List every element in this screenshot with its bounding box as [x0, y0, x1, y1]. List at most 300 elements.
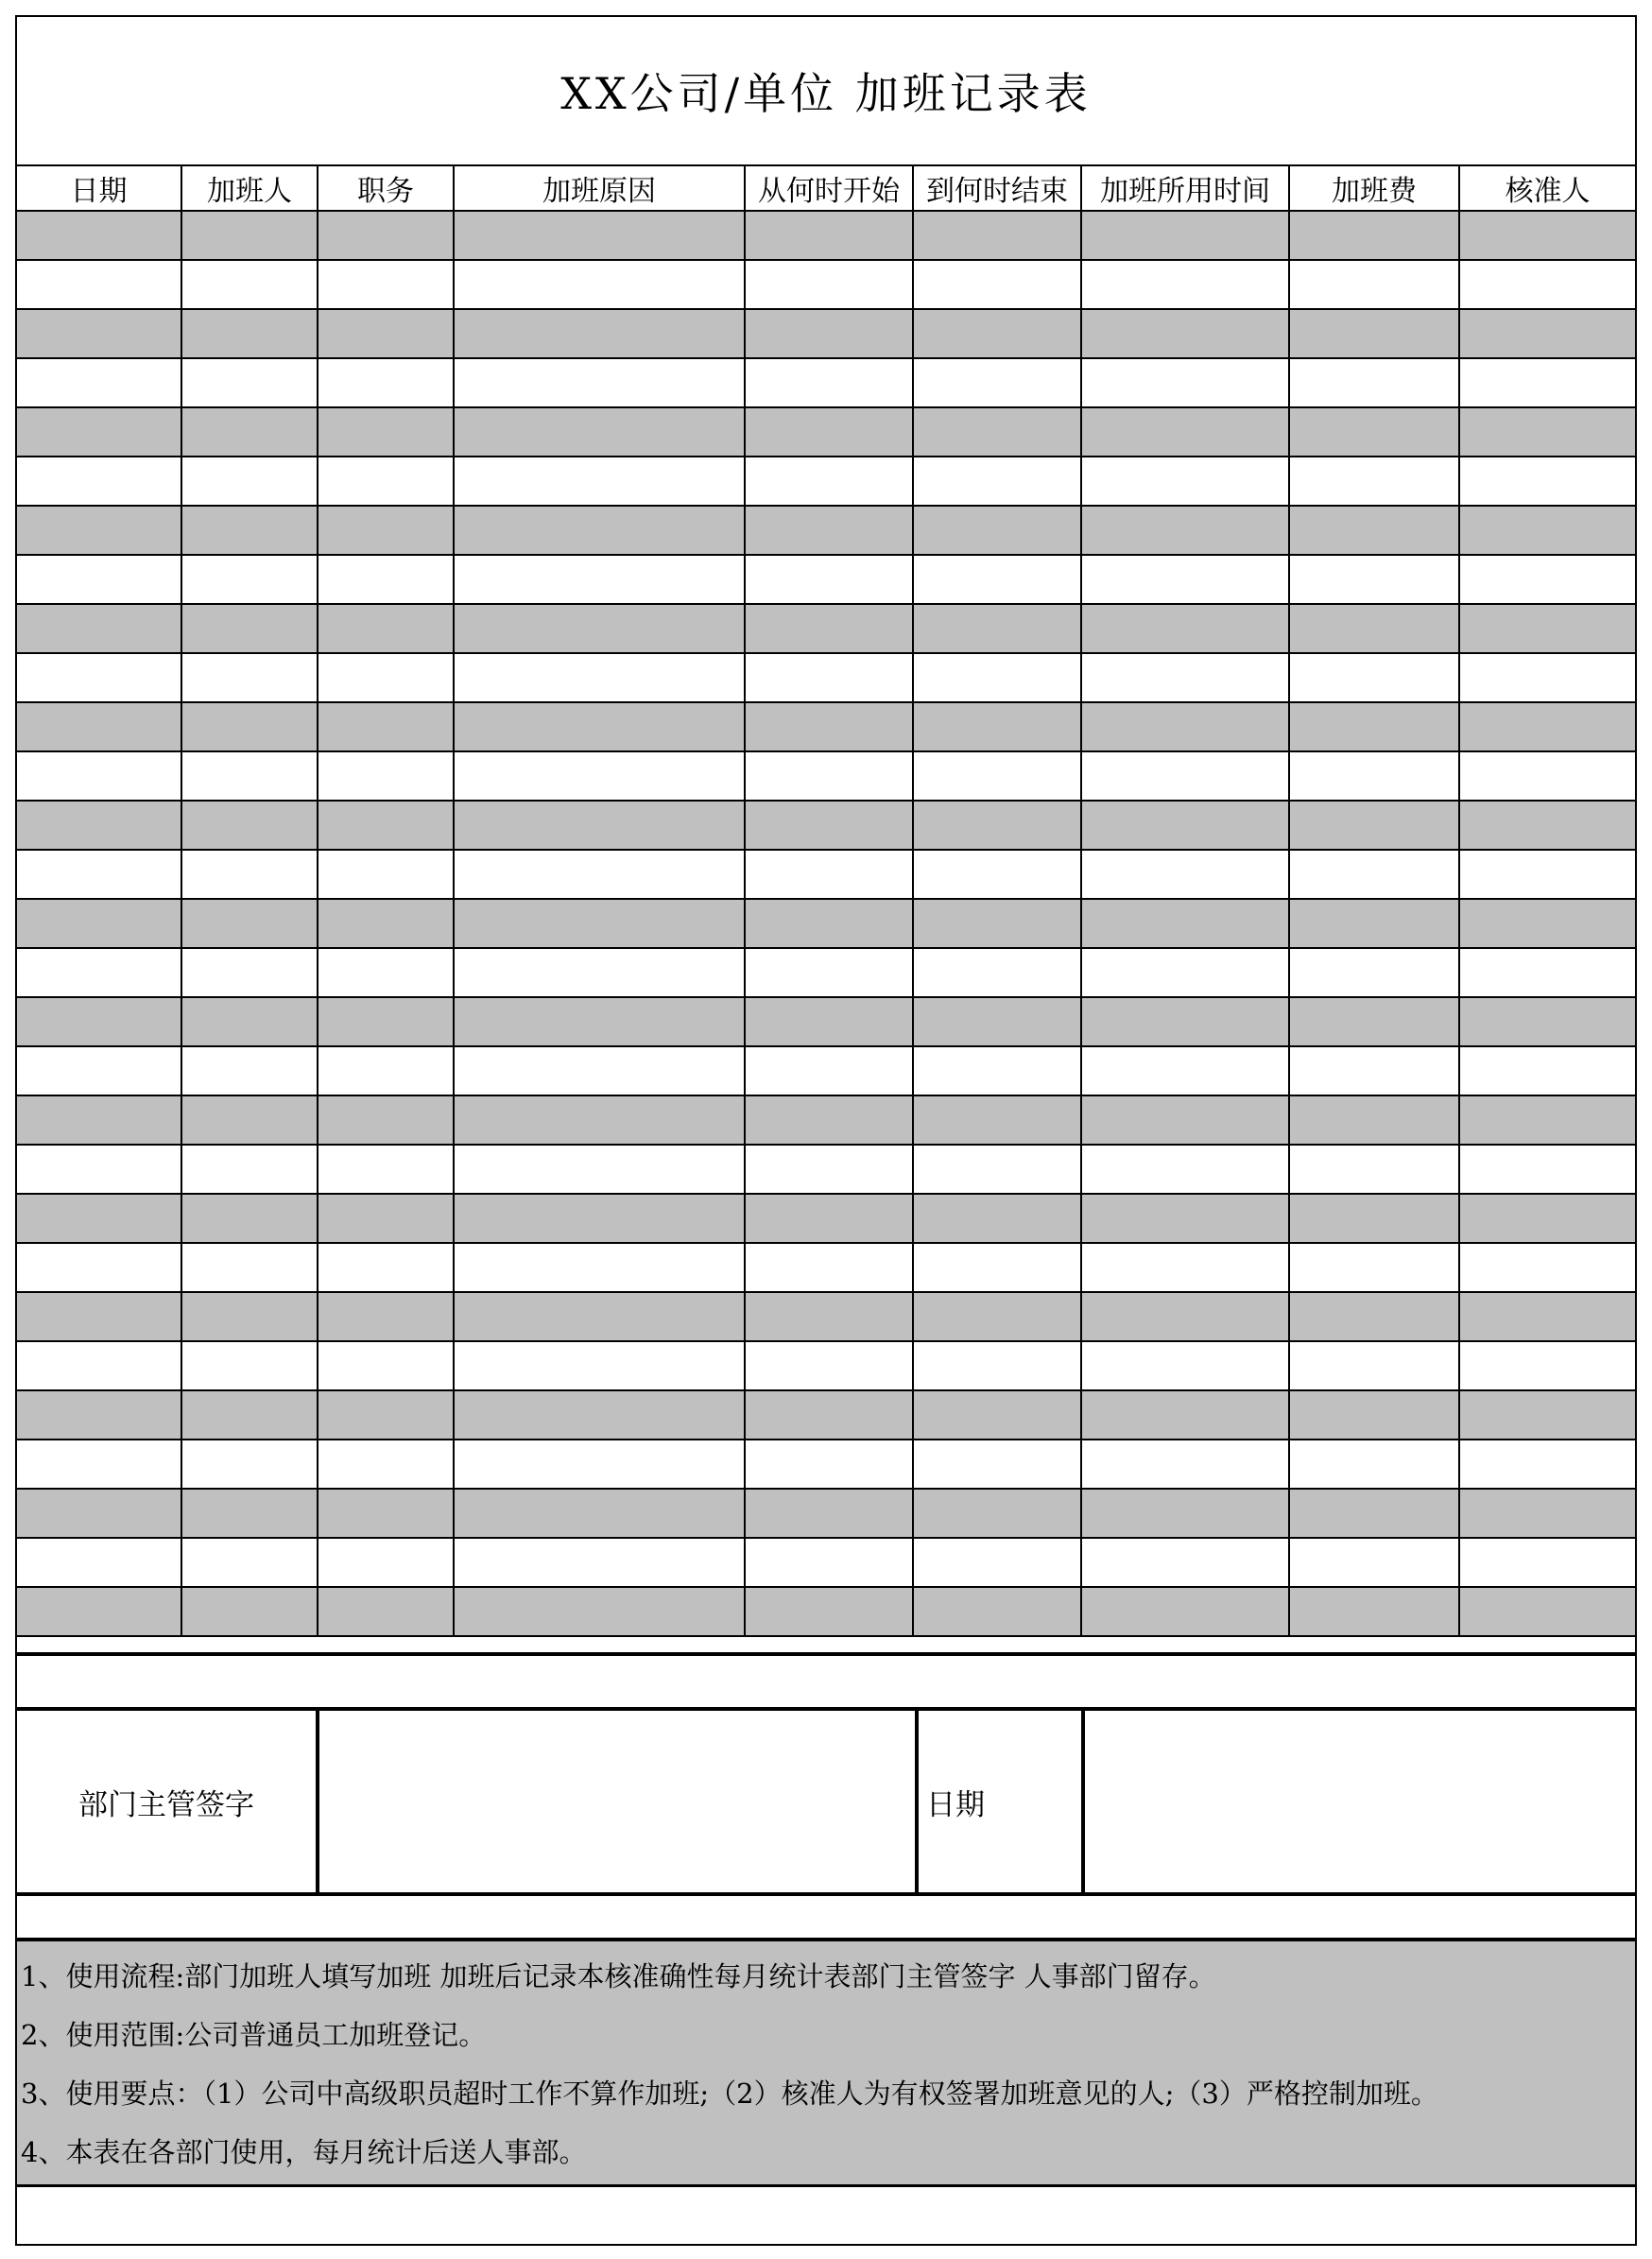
table-cell[interactable] [318, 751, 454, 801]
table-cell[interactable] [17, 751, 181, 801]
table-row [17, 309, 1635, 358]
table-row [17, 604, 1635, 653]
table-cell[interactable] [1289, 653, 1459, 702]
table-row [17, 1390, 1635, 1440]
table-cell[interactable] [17, 457, 181, 506]
table-cell[interactable] [454, 751, 745, 801]
table-cell[interactable] [1459, 1538, 1635, 1587]
table-cell[interactable] [318, 1587, 454, 1636]
table-cell[interactable] [318, 1440, 454, 1489]
table-cell[interactable] [745, 1538, 913, 1587]
table-cell[interactable] [913, 1243, 1081, 1292]
table-cell[interactable] [745, 211, 913, 260]
table-cell[interactable] [745, 850, 913, 899]
table-cell[interactable] [454, 506, 745, 555]
table-cell[interactable] [318, 604, 454, 653]
table-cell[interactable] [1081, 751, 1289, 801]
table-cell[interactable] [1081, 850, 1289, 899]
table-cell[interactable] [318, 211, 454, 260]
table-cell[interactable] [318, 457, 454, 506]
table-cell[interactable] [913, 1341, 1081, 1390]
table-cell[interactable] [1289, 1292, 1459, 1341]
table-cell[interactable] [181, 1243, 318, 1292]
table-cell[interactable] [1081, 1046, 1289, 1095]
table-cell[interactable] [17, 1489, 181, 1538]
table-cell[interactable] [913, 309, 1081, 358]
table-row [17, 1440, 1635, 1489]
table-cell[interactable] [745, 1489, 913, 1538]
table-cell[interactable] [181, 751, 318, 801]
table-cell[interactable] [1289, 407, 1459, 457]
table-cell[interactable] [1289, 1341, 1459, 1390]
col-header-duration: 加班所用时间 [1081, 165, 1289, 211]
table-cell[interactable] [1081, 1489, 1289, 1538]
table-cell[interactable] [1459, 1095, 1635, 1145]
table-cell[interactable] [454, 1390, 745, 1440]
table-cell[interactable] [1289, 1390, 1459, 1440]
table-cell[interactable] [17, 653, 181, 702]
table-row [17, 1538, 1635, 1587]
table-cell[interactable] [181, 1292, 318, 1341]
table-cell[interactable] [17, 555, 181, 604]
table-cell[interactable] [17, 211, 181, 260]
supervisor-signature-field[interactable] [319, 1711, 915, 1892]
table-cell[interactable] [454, 997, 745, 1046]
table-cell[interactable] [17, 1440, 181, 1489]
table-cell[interactable] [1289, 948, 1459, 997]
table-cell[interactable] [913, 899, 1081, 948]
table-cell[interactable] [745, 1145, 913, 1194]
col-header-start: 从何时开始 [745, 165, 913, 211]
col-header-end: 到何时结束 [913, 165, 1081, 211]
table-cell[interactable] [181, 899, 318, 948]
table-cell[interactable] [1289, 801, 1459, 850]
table-cell[interactable] [1459, 1046, 1635, 1095]
table-cell[interactable] [1289, 850, 1459, 899]
table-cell[interactable] [454, 211, 745, 260]
table-row [17, 358, 1635, 407]
table-cell[interactable] [318, 702, 454, 751]
table-row [17, 1341, 1635, 1390]
table-cell[interactable] [1459, 948, 1635, 997]
table-cell[interactable] [1081, 1243, 1289, 1292]
table-cell[interactable] [17, 1538, 181, 1587]
table-cell[interactable] [17, 997, 181, 1046]
table-cell[interactable] [745, 358, 913, 407]
table-cell[interactable] [181, 407, 318, 457]
table-cell[interactable] [181, 1489, 318, 1538]
table-cell[interactable] [318, 997, 454, 1046]
table-cell[interactable] [17, 899, 181, 948]
table-cell[interactable] [913, 1292, 1081, 1341]
table-cell[interactable] [913, 358, 1081, 407]
table-cell[interactable] [454, 1145, 745, 1194]
table-cell[interactable] [913, 1538, 1081, 1587]
table-cell[interactable] [913, 948, 1081, 997]
table-cell[interactable] [745, 1046, 913, 1095]
table-cell[interactable] [913, 211, 1081, 260]
table-cell[interactable] [1081, 358, 1289, 407]
table-cell[interactable] [1289, 604, 1459, 653]
col-header-date: 日期 [17, 165, 181, 211]
table-cell[interactable] [17, 260, 181, 309]
table-cell[interactable] [1289, 211, 1459, 260]
note-2: 2、使用范围:公司普通员工加班登记。 [21, 2019, 487, 2051]
table-cell[interactable] [17, 1292, 181, 1341]
table-cell[interactable] [1081, 1587, 1289, 1636]
table-cell[interactable] [181, 457, 318, 506]
table-cell[interactable] [1081, 407, 1289, 457]
table-cell[interactable] [1081, 555, 1289, 604]
table-cell[interactable] [1459, 1587, 1635, 1636]
table-cell[interactable] [454, 1095, 745, 1145]
table-row [17, 1489, 1635, 1538]
table-cell[interactable] [454, 1341, 745, 1390]
table-cell[interactable] [1081, 604, 1289, 653]
table-cell[interactable] [17, 407, 181, 457]
table-cell[interactable] [745, 1194, 913, 1243]
table-cell[interactable] [745, 899, 913, 948]
table-cell[interactable] [1289, 702, 1459, 751]
table-cell[interactable] [1081, 899, 1289, 948]
table-cell[interactable] [745, 1440, 913, 1489]
date-label: 日期 [915, 1711, 1085, 1892]
table-cell[interactable] [1081, 457, 1289, 506]
table-cell[interactable] [318, 801, 454, 850]
table-cell[interactable] [913, 1587, 1081, 1636]
table-cell[interactable] [1289, 358, 1459, 407]
col-header-approver: 核准人 [1459, 165, 1635, 211]
table-row [17, 702, 1635, 751]
table-cell[interactable] [1459, 260, 1635, 309]
table-cell[interactable] [1289, 751, 1459, 801]
table-cell[interactable] [318, 948, 454, 997]
table-cell[interactable] [1081, 948, 1289, 997]
table-row [17, 850, 1635, 899]
table-cell[interactable] [17, 948, 181, 997]
table-cell[interactable] [1459, 1489, 1635, 1538]
table-cell[interactable] [913, 457, 1081, 506]
table-cell[interactable] [745, 702, 913, 751]
table-cell[interactable] [913, 1145, 1081, 1194]
table-cell[interactable] [745, 997, 913, 1046]
note-3: 3、使用要点：（1）公司中高级职员超时工作不算作加班;（2）核准人为有权签署加班意见的人;（3）严格控制加班。 [21, 2078, 1438, 2110]
table-cell[interactable] [745, 1243, 913, 1292]
table-cell[interactable] [745, 1341, 913, 1390]
signature-section [17, 1711, 1635, 1896]
table-cell[interactable] [1289, 1243, 1459, 1292]
table-cell[interactable] [1459, 1341, 1635, 1390]
table-cell[interactable] [454, 1243, 745, 1292]
table-cell[interactable] [454, 899, 745, 948]
table-cell[interactable] [1459, 555, 1635, 604]
table-cell[interactable] [1289, 1587, 1459, 1636]
table-cell[interactable] [1459, 457, 1635, 506]
table-cell[interactable] [318, 1341, 454, 1390]
table-cell[interactable] [1081, 309, 1289, 358]
table-cell[interactable] [181, 555, 318, 604]
table-cell[interactable] [745, 1095, 913, 1145]
table-cell[interactable] [318, 1292, 454, 1341]
table-cell[interactable] [454, 358, 745, 407]
table-cell[interactable] [318, 899, 454, 948]
table-cell[interactable] [1289, 260, 1459, 309]
table-cell[interactable] [1459, 702, 1635, 751]
table-cell[interactable] [454, 555, 745, 604]
table-cell[interactable] [1459, 1243, 1635, 1292]
table-cell[interactable] [1289, 506, 1459, 555]
table-cell[interactable] [1081, 211, 1289, 260]
col-header-position: 职务 [318, 165, 454, 211]
table-cell[interactable] [913, 801, 1081, 850]
table-cell[interactable] [745, 1587, 913, 1636]
table-cell[interactable] [1459, 1145, 1635, 1194]
table-cell[interactable] [745, 653, 913, 702]
blank-band [17, 1652, 1635, 1711]
table-cell[interactable] [745, 457, 913, 506]
table-cell[interactable] [1459, 309, 1635, 358]
table-cell[interactable] [181, 358, 318, 407]
table-cell[interactable] [1459, 801, 1635, 850]
table-cell[interactable] [454, 850, 745, 899]
table-cell[interactable] [181, 653, 318, 702]
table-cell[interactable] [454, 1587, 745, 1636]
table-cell[interactable] [1081, 1292, 1289, 1341]
table-cell[interactable] [318, 309, 454, 358]
table-cell[interactable] [181, 1095, 318, 1145]
table-cell[interactable] [181, 1538, 318, 1587]
table-cell[interactable] [1081, 702, 1289, 751]
table-cell[interactable] [745, 801, 913, 850]
table-cell[interactable] [1289, 1538, 1459, 1587]
table-cell[interactable] [454, 407, 745, 457]
table-row [17, 1046, 1635, 1095]
table-cell[interactable] [17, 506, 181, 555]
table-cell[interactable] [17, 309, 181, 358]
table-cell[interactable] [181, 309, 318, 358]
table-cell[interactable] [17, 358, 181, 407]
table-cell[interactable] [745, 948, 913, 997]
table-cell[interactable] [17, 1145, 181, 1194]
table-cell[interactable] [454, 1489, 745, 1538]
table-cell[interactable] [454, 702, 745, 751]
table-cell[interactable] [1081, 801, 1289, 850]
table-cell[interactable] [17, 1095, 181, 1145]
table-cell[interactable] [181, 801, 318, 850]
table-cell[interactable] [454, 801, 745, 850]
table-cell[interactable] [17, 1046, 181, 1095]
table-cell[interactable] [318, 850, 454, 899]
table-cell[interactable] [454, 1046, 745, 1095]
table-cell[interactable] [1289, 1489, 1459, 1538]
table-cell[interactable] [1459, 653, 1635, 702]
table-cell[interactable] [454, 948, 745, 997]
table-cell[interactable] [1289, 899, 1459, 948]
table-cell[interactable] [1289, 457, 1459, 506]
table-row [17, 997, 1635, 1046]
date-field[interactable] [1085, 1711, 1633, 1892]
table-cell[interactable] [745, 751, 913, 801]
table-cell[interactable] [745, 309, 913, 358]
table-cell[interactable] [454, 1538, 745, 1587]
table-row [17, 899, 1635, 948]
table-cell[interactable] [1081, 1145, 1289, 1194]
table-row [17, 653, 1635, 702]
table-cell[interactable] [1081, 1390, 1289, 1440]
table-cell[interactable] [1289, 555, 1459, 604]
table-cell[interactable] [745, 506, 913, 555]
table-cell[interactable] [181, 506, 318, 555]
col-header-pay: 加班费 [1289, 165, 1459, 211]
table-cell[interactable] [1459, 211, 1635, 260]
table-cell[interactable] [1289, 1046, 1459, 1095]
table-row [17, 457, 1635, 506]
table-cell[interactable] [913, 751, 1081, 801]
table-cell[interactable] [181, 260, 318, 309]
table-cell[interactable] [318, 407, 454, 457]
overtime-table [17, 164, 1635, 1637]
table-cell[interactable] [318, 1243, 454, 1292]
table-cell[interactable] [17, 1587, 181, 1636]
table-cell[interactable] [1081, 653, 1289, 702]
table-cell[interactable] [318, 555, 454, 604]
table-cell[interactable] [181, 948, 318, 997]
table-cell[interactable] [454, 309, 745, 358]
table-cell[interactable] [454, 260, 745, 309]
table-cell[interactable] [1459, 407, 1635, 457]
table-cell[interactable] [181, 1587, 318, 1636]
table-cell[interactable] [1289, 309, 1459, 358]
table-cell[interactable] [454, 604, 745, 653]
header-row [17, 165, 1635, 211]
table-cell[interactable] [1081, 1341, 1289, 1390]
table-cell[interactable] [913, 997, 1081, 1046]
table-cell[interactable] [1289, 1145, 1459, 1194]
table-cell[interactable] [1289, 1440, 1459, 1489]
table-cell[interactable] [17, 1341, 181, 1390]
table-cell[interactable] [181, 1145, 318, 1194]
table-cell[interactable] [318, 1489, 454, 1538]
table-cell[interactable] [1459, 751, 1635, 801]
table-cell[interactable] [1081, 997, 1289, 1046]
overtime-record-sheet [15, 15, 1637, 2246]
table-cell[interactable] [454, 653, 745, 702]
table-cell[interactable] [1459, 997, 1635, 1046]
table-cell[interactable] [745, 1390, 913, 1440]
table-cell[interactable] [1289, 997, 1459, 1046]
table-cell[interactable] [1081, 1095, 1289, 1145]
table-cell[interactable] [745, 260, 913, 309]
table-cell[interactable] [318, 1095, 454, 1145]
table-cell[interactable] [454, 1292, 745, 1341]
table-cell[interactable] [1081, 1440, 1289, 1489]
table-cell[interactable] [318, 653, 454, 702]
table-cell[interactable] [913, 1440, 1081, 1489]
table-cell[interactable] [318, 358, 454, 407]
table-cell[interactable] [17, 1390, 181, 1440]
table-cell[interactable] [913, 604, 1081, 653]
table-row [17, 211, 1635, 260]
table-cell[interactable] [745, 407, 913, 457]
table-cell[interactable] [1081, 1194, 1289, 1243]
table-cell[interactable] [318, 1046, 454, 1095]
table-row [17, 1194, 1635, 1243]
table-cell[interactable] [1459, 850, 1635, 899]
table-cell[interactable] [1289, 1095, 1459, 1145]
table-cell[interactable] [454, 1194, 745, 1243]
table-cell[interactable] [913, 1194, 1081, 1243]
table-cell[interactable] [1081, 1538, 1289, 1587]
table-row [17, 407, 1635, 457]
table-cell[interactable] [454, 457, 745, 506]
table-cell[interactable] [454, 1440, 745, 1489]
table-cell[interactable] [181, 211, 318, 260]
table-cell[interactable] [318, 260, 454, 309]
table-cell[interactable] [1459, 1292, 1635, 1341]
table-cell[interactable] [17, 801, 181, 850]
table-cell[interactable] [1081, 506, 1289, 555]
table-cell[interactable] [318, 1194, 454, 1243]
table-cell[interactable] [745, 1292, 913, 1341]
table-cell[interactable] [913, 260, 1081, 309]
table-cell[interactable] [1459, 1440, 1635, 1489]
table-cell[interactable] [181, 1390, 318, 1440]
table-cell[interactable] [913, 702, 1081, 751]
table-cell[interactable] [17, 604, 181, 653]
table-cell[interactable] [745, 604, 913, 653]
table-cell[interactable] [181, 702, 318, 751]
table-cell[interactable] [181, 850, 318, 899]
table-cell[interactable] [1459, 604, 1635, 653]
table-row [17, 751, 1635, 801]
table-cell[interactable] [1081, 260, 1289, 309]
table-cell[interactable] [181, 997, 318, 1046]
table-cell[interactable] [913, 407, 1081, 457]
table-cell[interactable] [1459, 1194, 1635, 1243]
note-1: 1、使用流程:部门加班人填写加班 加班后记录本核准确性每月统计表部门主管签字 人事部门留存。 [21, 1960, 1216, 1992]
table-cell[interactable] [913, 1046, 1081, 1095]
table-cell[interactable] [1459, 899, 1635, 948]
table-cell[interactable] [913, 850, 1081, 899]
table-cell[interactable] [318, 1538, 454, 1587]
note-4: 4、本表在各部门使用，每月统计后送人事部。 [21, 2136, 587, 2168]
table-cell[interactable] [1459, 1390, 1635, 1440]
table-cell[interactable] [318, 506, 454, 555]
table-cell[interactable] [913, 555, 1081, 604]
table-cell[interactable] [17, 1243, 181, 1292]
table-cell[interactable] [913, 653, 1081, 702]
table-cell[interactable] [318, 1390, 454, 1440]
table-cell[interactable] [181, 604, 318, 653]
table-row [17, 555, 1635, 604]
table-cell[interactable] [17, 702, 181, 751]
table-cell[interactable] [745, 555, 913, 604]
table-cell[interactable] [17, 1194, 181, 1243]
table-cell[interactable] [181, 1341, 318, 1390]
table-cell[interactable] [181, 1194, 318, 1243]
table-cell[interactable] [913, 1390, 1081, 1440]
table-cell[interactable] [181, 1440, 318, 1489]
table-cell[interactable] [318, 1145, 454, 1194]
table-cell[interactable] [1459, 358, 1635, 407]
table-cell[interactable] [181, 1046, 318, 1095]
table-cell[interactable] [913, 506, 1081, 555]
table-cell[interactable] [17, 850, 181, 899]
table-cell[interactable] [1459, 506, 1635, 555]
table-cell[interactable] [913, 1489, 1081, 1538]
table-cell[interactable] [913, 1095, 1081, 1145]
table-cell[interactable] [1289, 1194, 1459, 1243]
